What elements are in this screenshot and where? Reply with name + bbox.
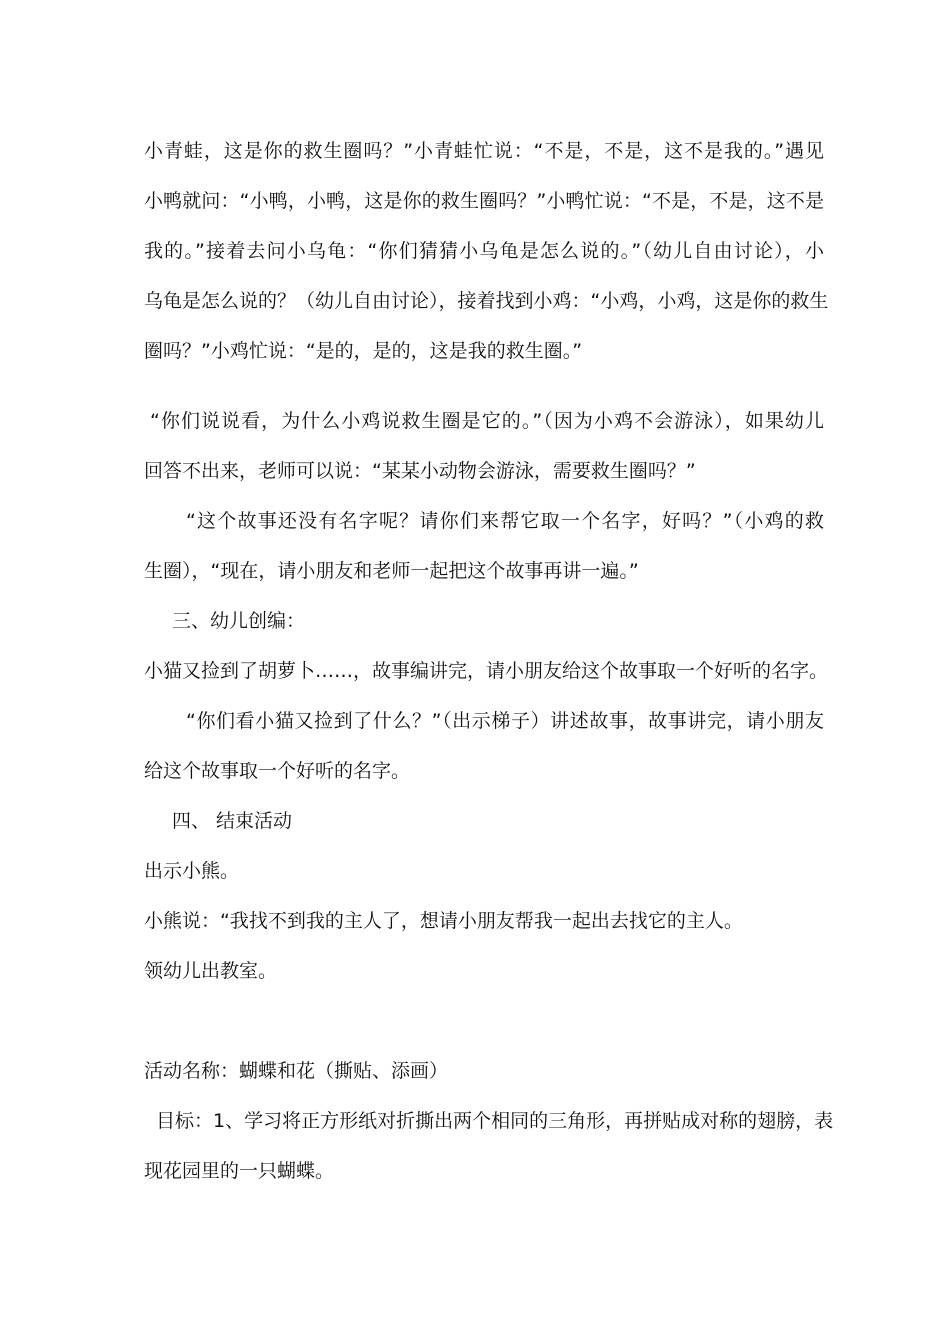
- text-line-13: 给这个故事取一个好听的名字。: [144, 760, 411, 782]
- section-heading-4: 四、 结束活动: [172, 810, 293, 832]
- text-line-12: “你们看小猫又捡到了什么？”（出示梯子）讲述故事，故事讲完，请小朋友: [186, 710, 824, 732]
- text-line-7: 回答不出来，老师可以说：“某某小动物会游泳，需要救生圈吗？”: [144, 460, 696, 482]
- section-heading-3: 三、幼儿创编：: [172, 610, 306, 632]
- text-line-8: “这个故事还没有名字呢？请你们来帮它取一个名字，好吗？”（小鸡的救: [186, 510, 824, 532]
- text-line-1: 小青蛙，这是你的救生圈吗？”小青蛙忙说：“不是，不是，这不是我的。”遇见: [144, 140, 824, 162]
- text-line-4: 乌龟是怎么说的？（幼儿自由讨论），接着找到小鸡：“小鸡，小鸡，这是你的救生: [144, 290, 829, 312]
- text-line-6: “你们说说看，为什么小鸡说救生圈是它的。”（因为小鸡不会游泳），如果幼儿: [150, 410, 824, 432]
- text-line-16: 小熊说：“我找不到我的主人了，想请小朋友帮我一起出去找它的主人。: [144, 910, 743, 932]
- text-line-3: 我的。”接着去问小乌龟：“你们猜猜小乌龟是怎么说的。”（幼儿自由讨论），小: [144, 240, 824, 262]
- text-line-9: 生圈），“现在，请小朋友和老师一起把这个故事再讲一遍。”: [144, 560, 639, 582]
- activity-title: 活动名称：蝴蝶和花（撕贴、添画）: [144, 1060, 449, 1082]
- text-line-2: 小鸭就问：“小鸭，小鸭，这是你的救生圈吗？”小鸭忙说：“不是，不是，这不是: [144, 190, 824, 212]
- text-line-17: 领幼儿出教室。: [144, 960, 278, 982]
- text-line-19: 目标：1、学习将正方形纸对折撕出两个相同的三角形，再拼贴成对称的翅膀，表: [156, 1110, 834, 1132]
- text-line-5: 圈吗？”小鸡忙说：“是的，是的，这是我的救生圈。”: [144, 340, 583, 362]
- text-line-11: 小猫又捡到了胡萝卜……，故事编讲完，请小朋友给这个故事取一个好听的名字。: [144, 660, 829, 682]
- text-line-20: 现花园里的一只蝴蝶。: [144, 1160, 335, 1182]
- text-line-15: 出示小熊。: [144, 860, 240, 882]
